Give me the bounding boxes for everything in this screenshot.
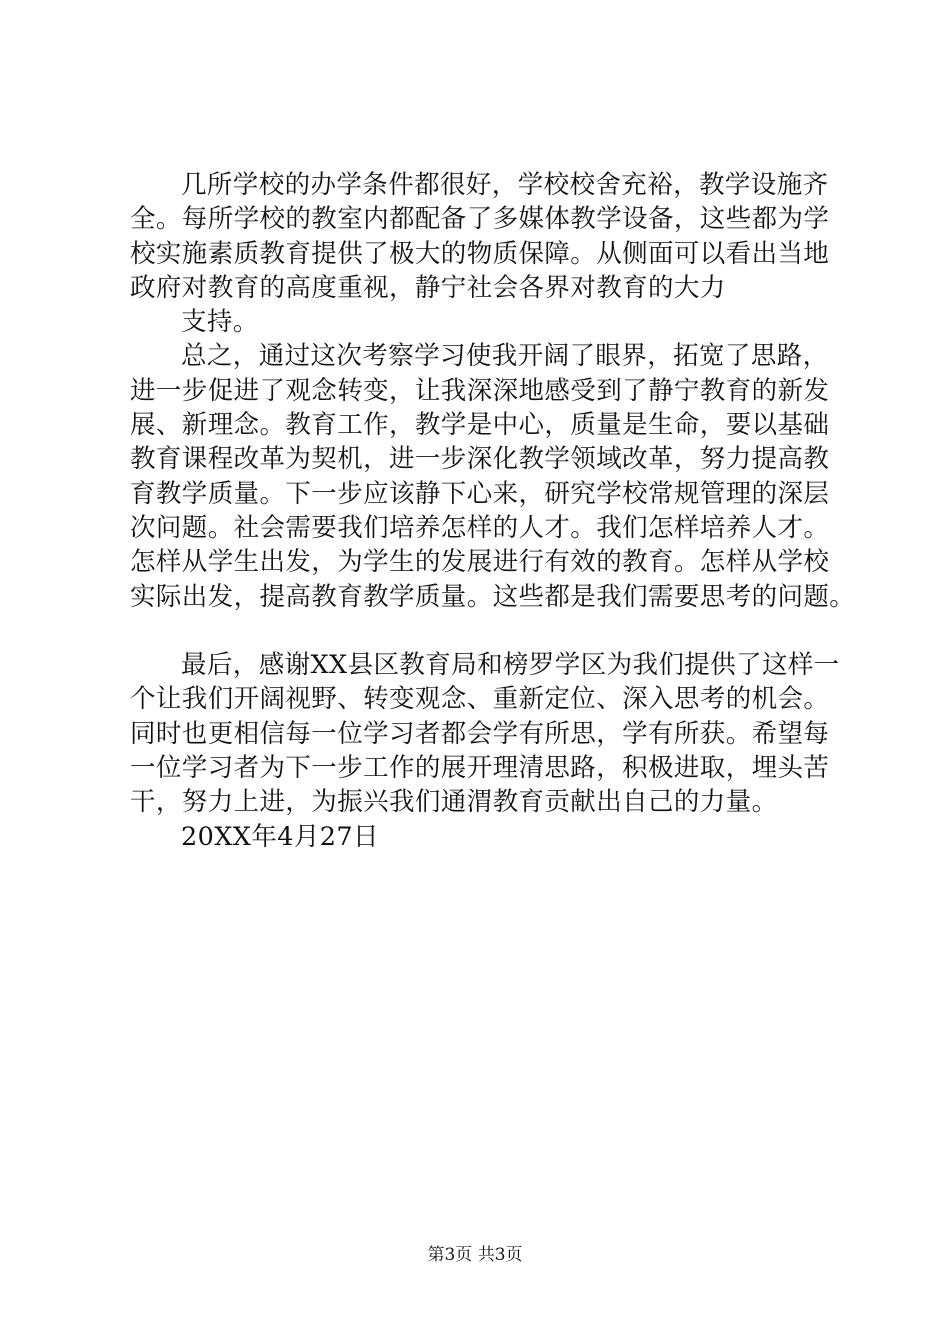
document-body xyxy=(130,168,856,854)
text-line: 教育课程改革为契机，进一步深化教学领域改革，努力提高教 xyxy=(130,444,830,475)
text-line: 最后，感谢XX县区教育局和榜罗学区为我们提供了这样一 xyxy=(181,650,840,681)
text-line: 育教学质量。下一步应该静下心来，研究学校常规管理的深层 xyxy=(130,478,830,509)
text-line: 干，努力上进，为振兴我们通渭教育贡献出自己的力量。 xyxy=(130,787,778,818)
page-footer: 第3页 共3页 xyxy=(427,1245,523,1265)
text-line: 一位学习者为下一步工作的展开理清思路，积极进取，埋头苦 xyxy=(130,753,830,784)
text-line: 次问题。社会需要我们培养怎样的人才。我们怎样培养人才。 xyxy=(130,512,830,543)
text-line: 支持。 xyxy=(181,307,259,338)
text-line: 实际出发，提高教育教学质量。这些都是我们需要思考的问题。 xyxy=(130,581,856,612)
text-line: 怎样从学生出发，为学生的发展进行有效的教育。怎样从学校 xyxy=(130,547,830,578)
text-line: 进一步促进了观念转变，让我深深地感受到了静宁教育的新发 xyxy=(130,375,830,406)
text-line: 总之，通过这次考察学习使我开阔了眼界，拓宽了思路， xyxy=(181,341,829,372)
text-line: 展、新理念。教育工作，教学是中心，质量是生命，要以基础 xyxy=(130,410,830,441)
document-date: 20XX年4月27日 xyxy=(181,821,379,852)
text-line: 同时也更相信每一位学习者都会学有所思，学有所获。希望每 xyxy=(130,718,830,749)
text-line: 全。每所学校的教室内都配备了多媒体教学设备，这些都为学 xyxy=(130,204,830,235)
text-line: 校实施素质教育提供了极大的物质保障。从侧面可以看出当地 xyxy=(130,238,830,269)
text-line: 几所学校的办学条件都很好，学校校舍充裕，教学设施齐 xyxy=(181,170,829,200)
text-line: 政府对教育的高度重视，静宁社会各界对教育的大力 xyxy=(130,272,726,303)
paragraph-gap xyxy=(130,614,850,648)
text-line: 个让我们开阔视野、转变观念、重新定位、深入思考的机会。 xyxy=(130,684,830,715)
